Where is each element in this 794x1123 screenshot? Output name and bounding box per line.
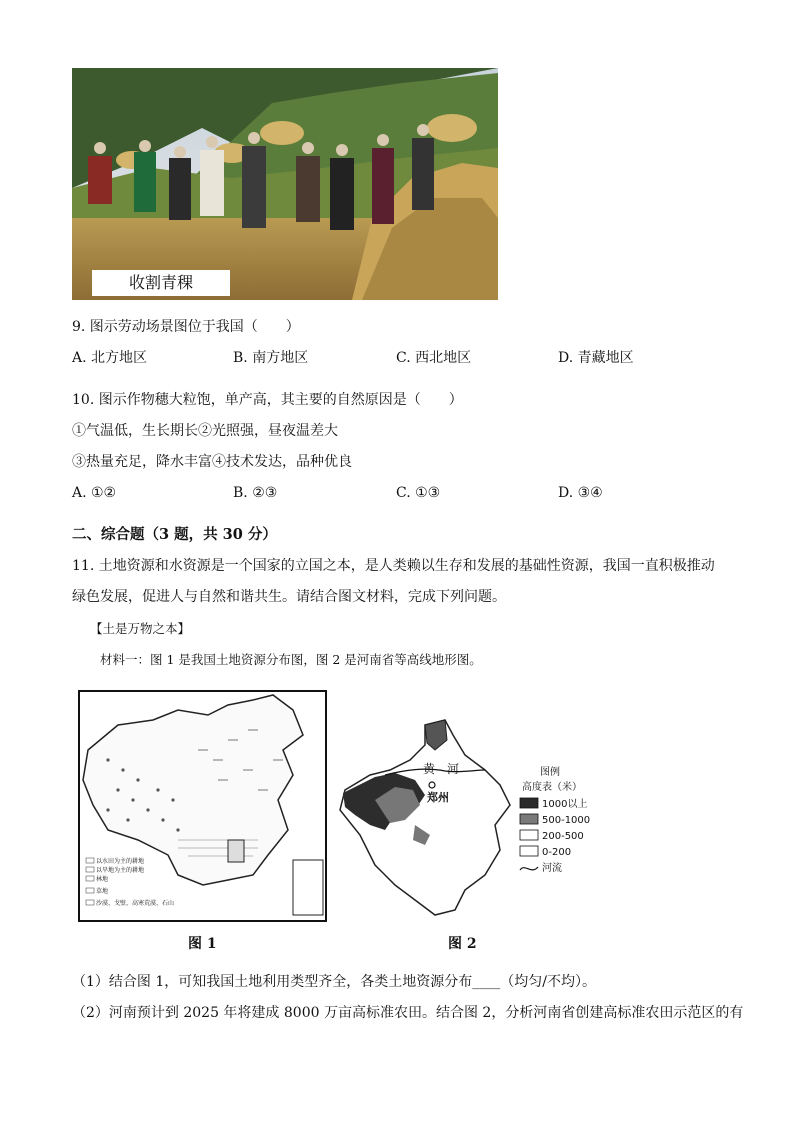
- q11-stem-line2: 绿色发展，促进人与自然和谐共生。请结合图文材料，完成下列问题。: [72, 589, 506, 605]
- harvest-scene-image: [72, 68, 498, 300]
- figure1-label: 图 1: [188, 936, 217, 952]
- henan-contour-map-image: [335, 715, 615, 925]
- q9-option-b: B. 南方地区: [233, 350, 309, 366]
- q11-subheading: 【土是万物之本】: [90, 621, 191, 636]
- legend-item-1: 1000以上: [542, 799, 588, 810]
- q11-stem-line1: 11. 土地资源和水资源是一个国家的立国之本，是人类赖以生存和发展的基础性资源，我国一直积极推动: [72, 558, 715, 574]
- q10-stem: 10. 图示作物穗大粒饱，单产高，其主要的自然原因是（ ）: [72, 392, 463, 408]
- q9-option-a: A. 北方地区: [72, 350, 148, 366]
- legend-swatch-2: [520, 814, 538, 824]
- q10-line2: ③热量充足，降水丰富④技术发达，品种优良: [72, 454, 352, 470]
- q9-stem: 9. 图示劳动场景图位于我国（ ）: [72, 319, 300, 335]
- legend-swatch-4: [520, 846, 538, 856]
- legend-swatch-1: [520, 798, 538, 808]
- q9-option-d: D. 青藏地区: [558, 350, 634, 366]
- q9-option-c: C. 西北地区: [396, 350, 472, 366]
- figure1-land-map: [78, 690, 327, 922]
- fig1-legend-2: 以旱地为主的耕地: [96, 867, 145, 874]
- q11-material: 材料一：图 1 是我国土地资源分布图，图 2 是河南省等高线地形图。: [100, 652, 482, 667]
- river-label: 黄 河: [423, 762, 460, 776]
- harvest-photo: [72, 68, 498, 300]
- fig1-legend-1: 以水田为主的耕地: [96, 858, 145, 865]
- fig1-legend-5: 沙漠、戈壁、高寒荒漠、石山: [96, 900, 175, 907]
- photo-caption: 收割青稞: [92, 270, 230, 296]
- land-resource-map-image: [78, 690, 327, 922]
- figure2-henan-map: [335, 715, 615, 925]
- legend-item-5: 河流: [542, 863, 562, 874]
- q11-sub1: （1）结合图 1，可知我国土地利用类型齐全，各类土地资源分布____（均匀/不均）。: [72, 974, 596, 990]
- legend-item-2: 500-1000: [542, 815, 591, 826]
- legend-swatch-3: [520, 830, 538, 840]
- legend-item-3: 200-500: [542, 831, 584, 842]
- legend-subtitle: 高度表（米）: [522, 782, 582, 793]
- section-title: 二、综合题（3 题，共 30 分）: [72, 526, 277, 543]
- legend-title: 图例: [540, 767, 560, 778]
- q10-option-d: D. ③④: [558, 485, 603, 501]
- fig1-legend-4: 草地: [96, 888, 109, 895]
- city-label: 郑州: [427, 791, 449, 804]
- q10-line1: ①气温低，生长期长②光照强，昼夜温差大: [72, 423, 338, 439]
- legend-item-4: 0-200: [542, 847, 572, 858]
- legend-river-icon: [520, 867, 538, 870]
- q10-option-a: A. ①②: [72, 485, 117, 501]
- fig1-legend-3: 林地: [96, 876, 109, 883]
- figure2-label: 图 2: [448, 936, 477, 952]
- q11-sub2: （2）河南预计到 2025 年将建成 8000 万亩高标准农田。结合图 2，分析河南省创建高标准农田示范区的有: [72, 1005, 744, 1021]
- q10-option-c: C. ①③: [396, 485, 441, 501]
- q10-option-b: B. ②③: [233, 485, 278, 501]
